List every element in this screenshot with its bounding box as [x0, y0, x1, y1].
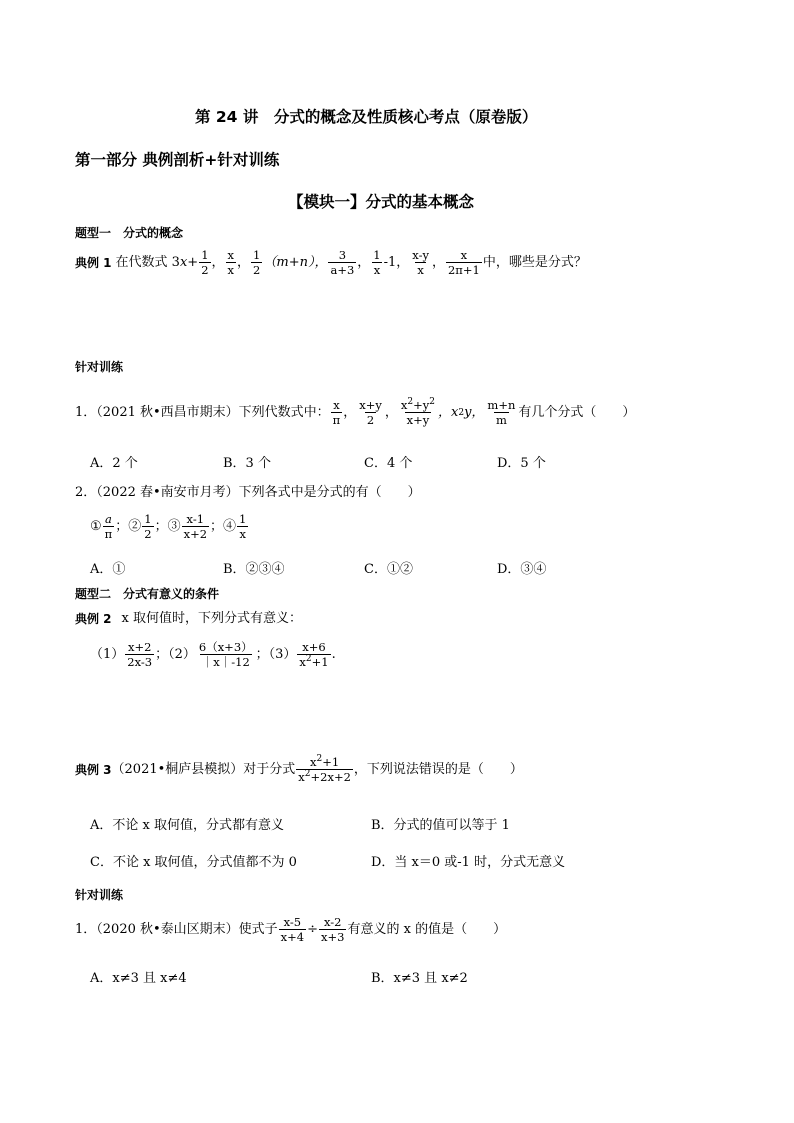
fraction: $\frac{x-5}{x+4}$ — [280, 915, 305, 944]
example-2 — [75, 610, 302, 628]
option-b[interactable]: B．②③④ — [223, 562, 285, 577]
fraction: $\frac{x}{\pi}$ — [332, 398, 341, 427]
text: （m+n）， — [263, 254, 328, 270]
plus: + — [187, 254, 199, 270]
fraction: $\frac{3}{a+3}$ — [330, 248, 355, 277]
example-2-items: （1） $\frac{x+2}{2x-3}$ ；（2） $\frac{6(x+3)}{|x|-12}$ ；（3） $\frac{x+6}{x^2+1}$ . — [90, 640, 336, 669]
fraction: $\frac{1}{2}$ — [144, 512, 152, 541]
fraction: $\frac{6(x+3)}{|x|-12}$ — [198, 640, 253, 669]
example-3 — [75, 755, 523, 784]
example-3-text: （2021•桐庐县模拟）对于分式 — [111, 761, 296, 777]
question-tail: 中，哪些是分式？ — [482, 254, 587, 270]
option-c[interactable]: C．4 个 — [364, 456, 413, 471]
option-a[interactable]: A．① — [90, 562, 126, 577]
fraction: $\frac{a}{\pi}$ — [104, 512, 113, 541]
type2-heading: 题型二 分式有意义的条件 — [75, 587, 220, 601]
type1-heading: 题型一 分式的概念 — [75, 226, 184, 240]
part-heading: 第一部分 典例剖析+针对训练 — [75, 151, 280, 169]
var-x: x — [179, 254, 188, 270]
option-b[interactable]: B．3 个 — [223, 456, 271, 471]
fraction: $\frac{x+2}{2x-3}$ — [127, 640, 153, 669]
fraction: $\frac{x^2+y^2}{x+y}$ — [400, 397, 435, 427]
option-d[interactable]: D．③④ — [497, 562, 547, 577]
option-b[interactable]: B．分式的值可以等于 1 — [371, 818, 510, 833]
fraction: $\frac{1}{x}$ — [239, 512, 247, 541]
question-tail: 有意义的 x 的值是（ ） — [347, 921, 507, 937]
fraction: $\frac{x}{x}$ — [227, 248, 235, 277]
example-1-pre: 在代数式 3 — [115, 254, 180, 270]
question-2-label: 2．（2022 春•南安市月考）下列各式中是分式的有（ ） — [75, 485, 421, 500]
option-d[interactable]: D．5 个 — [497, 456, 546, 471]
question-tail: 有几个分式（ ） — [518, 404, 636, 420]
option-b[interactable]: B．x≠3 且 x≠2 — [371, 971, 468, 986]
fraction: $\frac{x-1}{x+2}$ — [183, 512, 208, 541]
question-label: 1．（2021 秋•西昌市期末）下列代数式中： — [75, 404, 330, 420]
option-d[interactable]: D．当 x＝0 或-1 时，分式无意义 — [371, 855, 566, 870]
fraction: $\frac{x^2+1}{x^2+2x+2}$ — [298, 754, 351, 784]
example-2-label: 典例 2 — [75, 612, 112, 626]
example-1: 典例 1 在代数式 3 x + $\frac{1}{2}$ ， $\frac{x}{x}$ ， $\frac{1}{2}$ （m+n）， $\frac{3}{a+3}$ ， $\frac{1}{x}$ -1， $\frac{x-y}{x}$ ， $\frac{x}{2\pi+1}$ 中，哪些是分式？ — [75, 248, 587, 277]
module-heading: 【模块一】分式的基本概念 — [288, 193, 475, 211]
option-a[interactable]: A．2 个 — [90, 456, 138, 471]
option-a[interactable]: A．x≠3 且 x≠4 — [90, 971, 187, 986]
practice-heading: 针对训练 — [75, 888, 124, 902]
question-2-items: ① $\frac{a}{\pi}$ ；② $\frac{1}{2}$ ；③ $\frac{x-1}{x+2}$ ；④ $\frac{1}{x}$ — [90, 512, 247, 541]
text: -1， — [383, 254, 410, 270]
fraction: $\frac{x+6}{x^2+1}$ — [299, 640, 329, 669]
option-a[interactable]: A．不论 x 取何值，分式都有意义 — [90, 818, 284, 833]
fraction: $\frac{1}{2}$ — [253, 248, 261, 277]
example-1-label: 典例 1 — [75, 255, 112, 270]
question-3: 1．（2020 秋•泰山区期末）使式子 $\frac{x-5}{x+4}$ ÷ $\frac{x-2}{x+3}$ 有意义的 x 的值是（ ） — [75, 915, 507, 944]
option-c[interactable]: C．不论 x 取何值，分式值都不为 0 — [90, 855, 297, 870]
fraction: $\frac{x-2}{x+3}$ — [321, 915, 345, 944]
fraction: $\frac{m+n}{m}$ — [487, 398, 516, 427]
question-1: 1．（2021 秋•西昌市期末）下列代数式中： $\frac{x}{\pi}$ ， $\frac{x+y}{2}$ ， $\frac{x^2+y^2}{x+y}$ ，x 2 y， $\frac{m+n}{m}$ 有几个分式（ ） — [75, 397, 636, 427]
fraction: $\frac{x-y}{x}$ — [412, 248, 429, 277]
fraction: $\frac{x+y}{2}$ — [359, 398, 382, 427]
fraction: $\frac{x}{2\pi+1}$ — [447, 248, 480, 277]
option-c[interactable]: C．①② — [364, 562, 413, 577]
question-tail: ，下列说法错误的是（ ） — [353, 761, 523, 777]
practice-heading: 针对训练 — [75, 360, 124, 374]
page-title: 第 24 讲 分式的概念及性质核心考点（原卷版） — [195, 108, 538, 126]
fraction: $\frac{1}{x}$ — [373, 248, 381, 277]
example-3-label: 典例 3 — [75, 762, 112, 777]
fraction: $\frac{1}{2}$ — [201, 248, 209, 277]
question-label: 1．（2020 秋•泰山区期末）使式子 — [75, 921, 278, 937]
example-2-text: x 取何值时，下列分式有意义： — [121, 611, 302, 626]
